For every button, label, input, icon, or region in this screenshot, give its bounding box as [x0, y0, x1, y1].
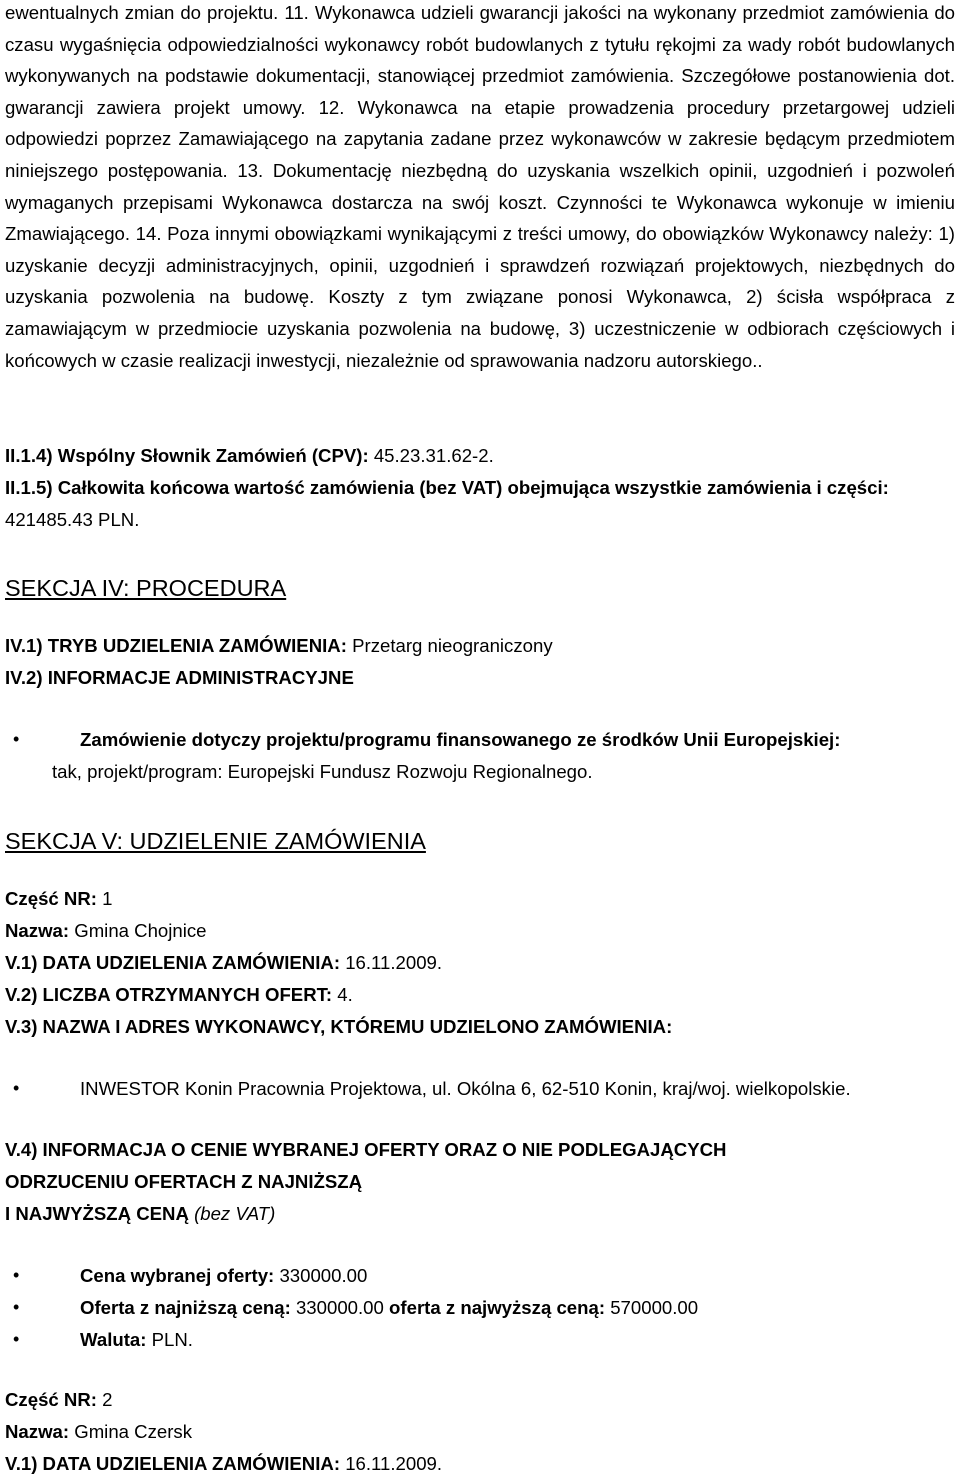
eu-funding-value: tak, projekt/program: Europejski Fundusz Rozwoju Regionalnego. — [52, 761, 593, 782]
part1-contractor-value: INWESTOR Konin Pracownia Projektowa, ul. Okólna 6, 62-510 Konin, kraj/woj. wielkopolskie. — [80, 1078, 851, 1099]
part1-name-label: Nazwa: — [5, 920, 70, 941]
cpv-line — [5, 440, 494, 472]
part1-name-value: Gmina Chojnice — [74, 920, 207, 941]
part2-name-label: Nazwa: — [5, 1421, 70, 1442]
part1-award-date-label: V.1) DATA UDZIELENIA ZAMÓWIENIA: — [5, 952, 341, 973]
part1-highest-price-label: oferta z najwyższą ceną: — [389, 1297, 606, 1318]
part1-name — [5, 915, 207, 947]
part1-offers-count — [5, 979, 353, 1011]
part1-highest-price-value: 570000.00 — [610, 1297, 699, 1318]
part1-price-heading-note: (bez VAT) — [194, 1203, 276, 1224]
part1-offers-count-label: V.2) LICZBA OTRZYMANYCH OFERT: — [5, 984, 333, 1005]
part1-contractor-item — [5, 1073, 960, 1105]
section5-title: SEKCJA V: UDZIELENIE ZAMÓWIENIA — [5, 828, 426, 854]
body-paragraph: ewentualnych zmian do projektu. 11. Wykonawca udzieli gwarancji jakości na wykonany przedmiot zamówienia do czasu wygaśnięcia odpowiedzialności wykonawcy robót budowlanych z tytułu rękojmi za wady robót budowlanych wykonywanych na podstawie dokumentacji, stanowiącej przedmiot zamówienia. Szczegółowe postanowienia dot. gwarancji zawiera projekt umowy. 12. Wykonawca na etapie prowadzenia procedury przetargowej udzieli odpowiedzi poprzez Zamawiającego na zapytania zadane przez wykonawców w zakresie będącym przedmiotem niniejszego postępowania. 13. Dokumentację niezbędną do uzyskania wszelkich opinii, uzgodnień i pozwoleń wymaganych przepisami Wykonawca dostarcza na swój koszt. Czynności te Wykonawca wykonuje w imieniu Zmawiającego. 14. Poza innymi obowiązkami wynikającymi z treści umowy, do obowiązków Wykonawcy należy: 1) uzyskanie decyzji administracyjnych, opinii, uzgodnień i sprawdzeń rozwiązań projektowych, niezbędnych do uzyskania pozwolenia na budowę. Koszty z tym związane ponosi Wykonawca, 2) ścisła współpraca z zamawiającym w przedmiocie uzyskania pozwolenia na budowę, 3) uczestniczenie w odbiorach częściowych i końcowych w czasie realizacji inwestycji, niezależnie od sprawowania nadzoru autorskiego.. — [5, 2, 955, 371]
part2-award-date-label: V.1) DATA UDZIELENIA ZAMÓWIENIA: — [5, 1453, 341, 1474]
part2-number-value: 2 — [102, 1389, 113, 1410]
part1-lowest-price-value: 330000.00 — [295, 1297, 384, 1318]
procedure-mode-line — [5, 630, 553, 662]
part1-award-date-value: 16.11.2009. — [345, 952, 443, 973]
part1-selected-price-label: Cena wybranej oferty: — [80, 1265, 275, 1286]
part1-selected-price-item — [5, 1260, 960, 1292]
total-value-line — [5, 472, 955, 535]
part1-price-range-item — [5, 1292, 960, 1324]
part1-currency-item — [5, 1324, 960, 1356]
total-value-amount: 421485.43 PLN. — [5, 508, 140, 530]
part1-contractor-heading: V.3) NAZWA I ADRES WYKONAWCY, KTÓREMU UDZIELONO ZAMÓWIENIA: — [5, 1016, 673, 1037]
part1-lowest-price-label: Oferta z najniższą ceną: — [80, 1297, 291, 1318]
cpv-value: 45.23.31.62-2. — [373, 445, 494, 466]
part2-name-value: Gmina Czersk — [74, 1421, 193, 1442]
part1-price-heading-1: V.4) INFORMACJA O CENIE WYBRANEJ OFERTY ORAZ O NIE PODLEGAJĄCYCH — [5, 1139, 727, 1160]
part2-name — [5, 1416, 192, 1448]
admin-info-heading: IV.2) INFORMACJE ADMINISTRACYJNE — [5, 667, 354, 688]
part2-award-date — [5, 1448, 442, 1480]
part1-offers-count-value: 4. — [337, 984, 353, 1005]
cpv-label: II.1.4) Wspólny Słownik Zamówień (CPV): — [5, 445, 369, 466]
procedure-mode-value: Przetarg nieograniczony — [352, 635, 553, 656]
eu-funding-item — [5, 724, 960, 756]
procedure-mode-label: IV.1) TRYB UDZIELENIA ZAMÓWIENIA: — [5, 635, 347, 656]
eu-funding-label: Zamówienie dotyczy projektu/programu finansowanego ze środków Unii Europejskiej: — [80, 729, 841, 750]
part1-number-value: 1 — [102, 888, 113, 909]
part1-number — [5, 883, 112, 915]
part2-number — [5, 1384, 112, 1416]
part1-currency-value: PLN. — [151, 1329, 193, 1350]
part1-selected-price-value: 330000.00 — [279, 1265, 368, 1286]
part1-number-label: Część NR: — [5, 888, 97, 909]
part2-number-label: Część NR: — [5, 1389, 97, 1410]
total-value-label: II.1.5) Całkowita końcowa wartość zamówienia (bez VAT) obejmująca wszystkie zamówienia i części: — [5, 477, 889, 498]
part1-award-date — [5, 947, 442, 979]
part1-currency-label: Waluta: — [80, 1329, 147, 1350]
part1-price-heading-3 — [5, 1198, 275, 1230]
part1-price-heading-2: ODRZUCENIU OFERTACH Z NAJNIŻSZĄ — [5, 1171, 363, 1192]
section4-title: SEKCJA IV: PROCEDURA — [5, 575, 287, 601]
part1-price-heading-3-text: I NAJWYŻSZĄ CENĄ — [5, 1203, 189, 1224]
part2-award-date-value: 16.11.2009. — [345, 1453, 443, 1474]
